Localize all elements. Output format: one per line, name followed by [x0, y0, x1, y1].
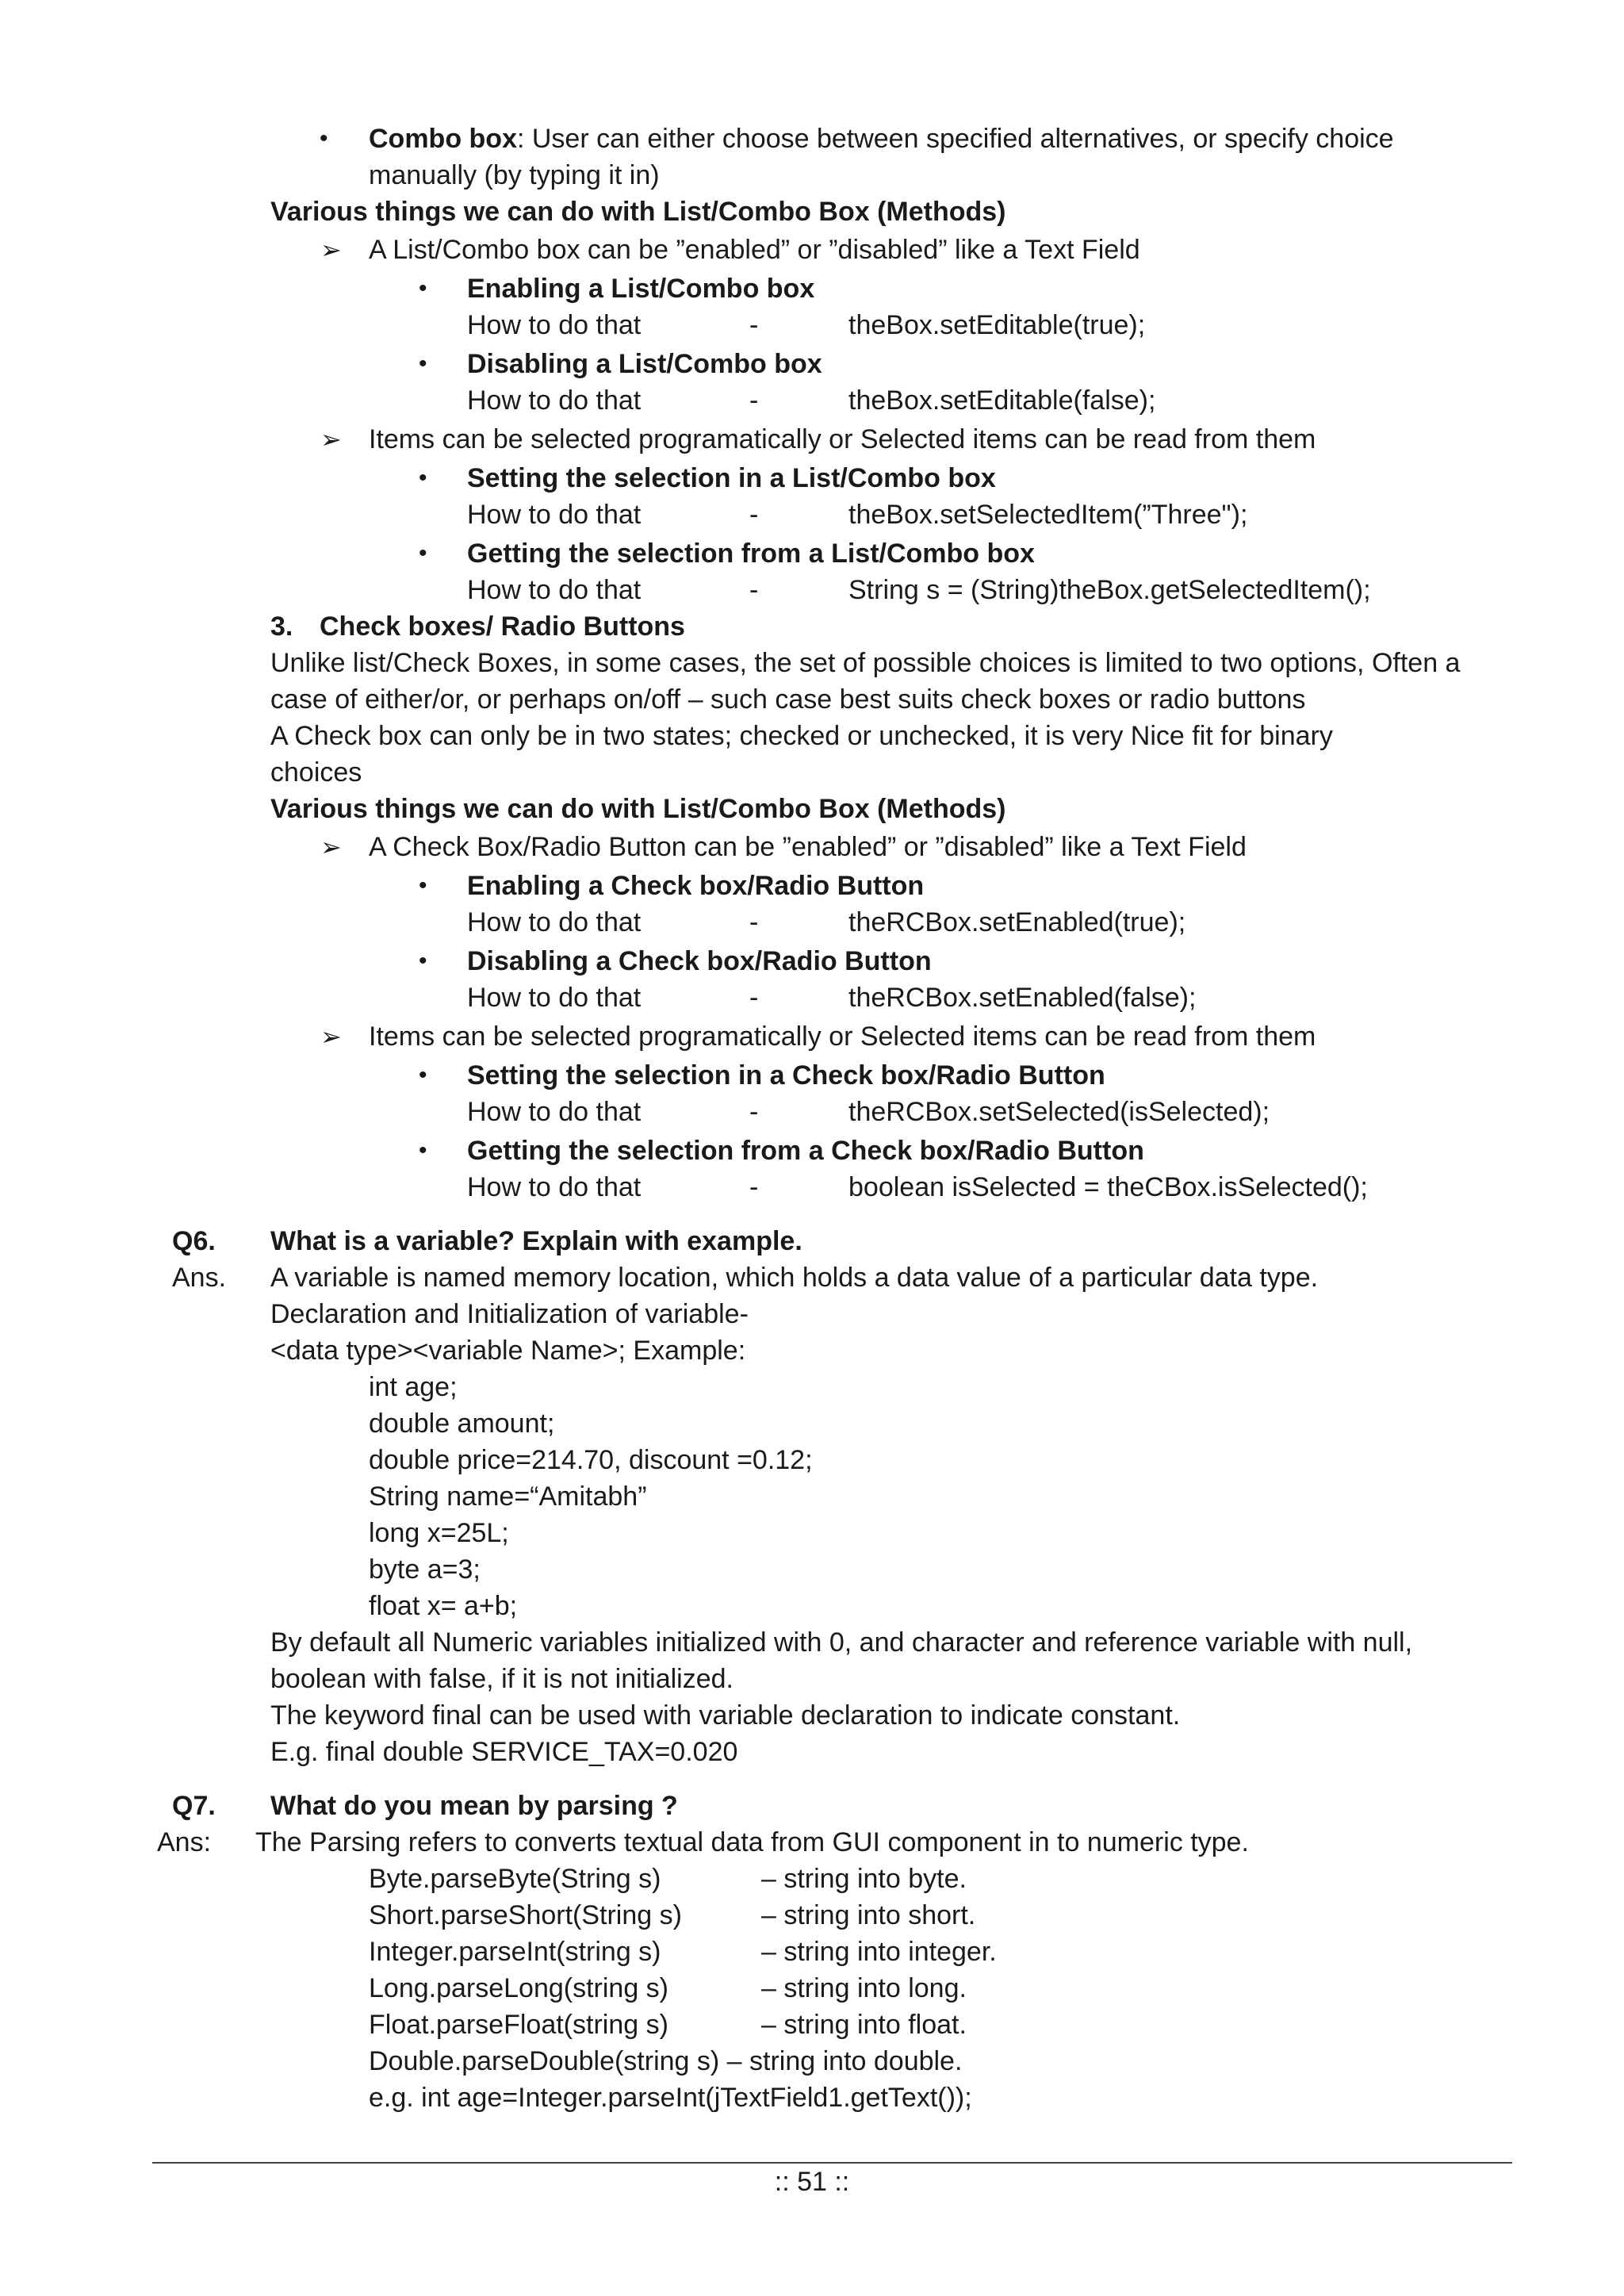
parse-method: Short.parseShort(String s): [369, 1900, 682, 1930]
check-enable-title: Enabling a Check box/Radio Button: [467, 871, 925, 901]
check-section-title: Check boxes/ Radio Buttons: [320, 611, 685, 642]
list-methods-heading: Various things we can do with List/Combo Box (Methods): [270, 197, 1006, 227]
q6-line-3: <data type><variable Name>; Example:: [270, 1336, 746, 1366]
how-label: How to do that: [467, 907, 642, 937]
how-label: How to do that: [467, 1097, 642, 1127]
parse-double-line: Double.parseDouble(string s) – string into double.: [369, 2046, 963, 2076]
combo-line-2: manually (by typing it in): [369, 160, 660, 190]
parse-example: e.g. int age=Integer.parseInt(jTextField1.getText());: [369, 2083, 972, 2113]
q6-code-line: float x= a+b;: [369, 1591, 518, 1621]
check-point-2: Items can be selected programatically or Selected items can be read from them: [369, 1022, 1316, 1052]
q7-ans-label: Ans:: [157, 1827, 212, 1857]
page-number: :: 51 ::: [774, 2167, 850, 2197]
check-para-1a: Unlike list/Check Boxes, in some cases, the set of possible choices is limited to two options, Often a: [270, 648, 1461, 678]
q6-after-2: boolean with false, if it is not initialized.: [270, 1664, 733, 1694]
bullet-icon: •: [320, 125, 328, 151]
dash: -: [749, 983, 759, 1013]
bullet-icon: •: [419, 1062, 427, 1088]
q6-label: Q6.: [172, 1226, 216, 1256]
q7-question: What do you mean by parsing ?: [270, 1791, 678, 1821]
q6-question: What is a variable? Explain with example.: [270, 1226, 802, 1256]
arrow-bullet-icon: ➢: [320, 1022, 342, 1051]
dash: -: [749, 385, 759, 416]
check-para-2b: choices: [270, 757, 362, 788]
check-para-1b: case of either/or, or perhaps on/off – such case best suits check boxes or radio buttons: [270, 684, 1306, 715]
parse-method: Long.parseLong(string s): [369, 1973, 669, 2003]
arrow-bullet-icon: ➢: [320, 236, 342, 264]
dash: -: [749, 575, 759, 605]
check-get-title: Getting the selection from a Check box/Radio Button: [467, 1136, 1144, 1166]
list-enable-code: theBox.setEditable(true);: [848, 310, 1146, 340]
q7-label: Q7.: [172, 1791, 216, 1821]
q6-code-line: byte a=3;: [369, 1554, 481, 1585]
combo-desc: : User can either choose between specified alternatives, or specify choice: [516, 124, 1394, 154]
how-label: How to do that: [467, 310, 642, 340]
bullet-icon: •: [419, 540, 427, 566]
arrow-bullet-icon: ➢: [320, 833, 342, 861]
dash: -: [749, 310, 759, 340]
dash: -: [749, 500, 759, 530]
how-label: How to do that: [467, 385, 642, 416]
q6-code-line: int age;: [369, 1372, 458, 1402]
parse-method: Byte.parseByte(String s): [369, 1864, 661, 1894]
check-disable-code: theRCBox.setEnabled(false);: [848, 983, 1197, 1013]
arrow-bullet-icon: ➢: [320, 425, 342, 454]
check-methods-heading: Various things we can do with List/Combo Box (Methods): [270, 794, 1006, 824]
check-disable-title: Disabling a Check box/Radio Button: [467, 946, 932, 976]
parse-method: Float.parseFloat(string s): [369, 2010, 668, 2040]
q7-line-1: The Parsing refers to converts textual data from GUI component in to numeric type.: [255, 1827, 1249, 1857]
how-label: How to do that: [467, 575, 642, 605]
bullet-icon: •: [419, 1137, 427, 1163]
bullet-icon: •: [419, 465, 427, 491]
list-set-title: Setting the selection in a List/Combo box: [467, 463, 996, 493]
check-point-1: A Check Box/Radio Button can be ”enabled” or ”disabled” like a Text Field: [369, 832, 1247, 862]
parse-method: Integer.parseInt(string s): [369, 1937, 661, 1967]
q6-ans-label: Ans.: [172, 1263, 227, 1293]
q6-code-line: long x=25L;: [369, 1518, 509, 1548]
list-point-1: A List/Combo box can be ”enabled” or ”disabled” like a Text Field: [369, 235, 1140, 265]
how-label: How to do that: [467, 983, 642, 1013]
list-get-title: Getting the selection from a List/Combo box: [467, 539, 1035, 569]
list-get-code: String s = (String)theBox.getSelectedItem();: [848, 575, 1371, 605]
bullet-icon: •: [419, 275, 427, 301]
bullet-icon: •: [419, 351, 427, 377]
q6-line-1: A variable is named memory location, which holds a data value of a particular data type.: [270, 1263, 1319, 1293]
dash: -: [749, 1097, 759, 1127]
list-set-code: theBox.setSelectedItem(”Three");: [848, 500, 1248, 530]
check-para-2a: A Check box can only be in two states; checked or unchecked, it is very Nice fit for binary: [270, 721, 1333, 751]
q6-code-line: String name=“Amitabh”: [369, 1481, 647, 1512]
how-label: How to do that: [467, 1172, 642, 1202]
parse-desc: – string into long.: [761, 1973, 967, 2003]
check-set-title: Setting the selection in a Check box/Radio Button: [467, 1060, 1105, 1091]
parse-desc: – string into short.: [761, 1900, 976, 1930]
parse-desc: – string into byte.: [761, 1864, 967, 1894]
how-label: How to do that: [467, 500, 642, 530]
q6-code-line: double amount;: [369, 1409, 555, 1439]
q6-line-2: Declaration and Initialization of variable-: [270, 1299, 749, 1329]
parse-desc: – string into integer.: [761, 1937, 997, 1967]
check-enable-code: theRCBox.setEnabled(true);: [848, 907, 1186, 937]
check-section-number: 3.: [270, 611, 293, 642]
list-point-2: Items can be selected programatically or Selected items can be read from them: [369, 424, 1316, 454]
combo-term: Combo box: [369, 124, 517, 154]
check-set-code: theRCBox.setSelected(isSelected);: [848, 1097, 1270, 1127]
list-disable-code: theBox.setEditable(false);: [848, 385, 1156, 416]
q6-after-4: E.g. final double SERVICE_TAX=0.020: [270, 1737, 738, 1767]
parse-desc: – string into float.: [761, 2010, 967, 2040]
check-get-code: boolean isSelected = theCBox.isSelected();: [848, 1172, 1368, 1202]
q6-after-1: By default all Numeric variables initialized with 0, and character and reference variable with null,: [270, 1627, 1413, 1658]
dash: -: [749, 907, 759, 937]
list-enable-title: Enabling a List/Combo box: [467, 274, 815, 304]
bullet-icon: •: [419, 872, 427, 899]
q6-code-line: double price=214.70, discount =0.12;: [369, 1445, 813, 1475]
dash: -: [749, 1172, 759, 1202]
list-disable-title: Disabling a List/Combo box: [467, 349, 822, 379]
q6-after-3: The keyword final can be used with variable declaration to indicate constant.: [270, 1700, 1181, 1731]
combo-line-1: [369, 121, 1394, 157]
bullet-icon: •: [419, 948, 427, 974]
